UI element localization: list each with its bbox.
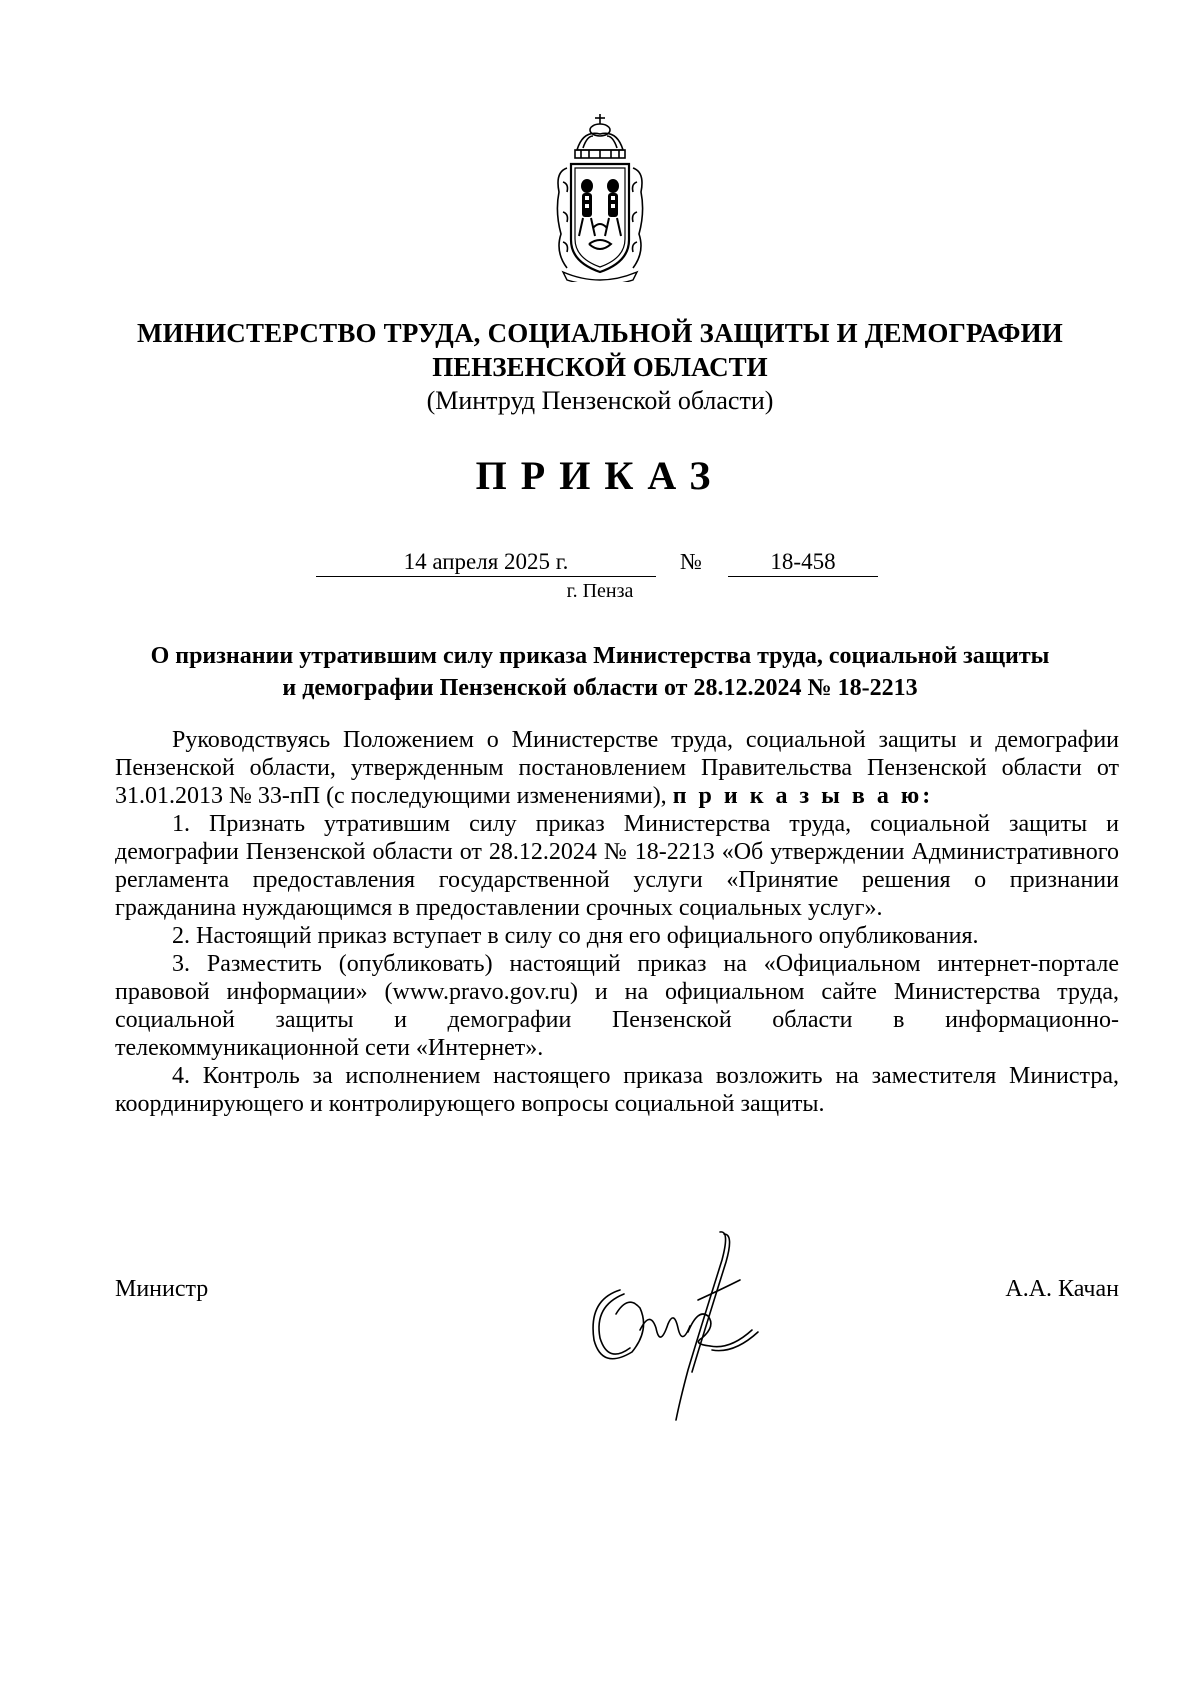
number-sign: № [680,549,702,574]
item-1: 1. Признать утратившим силу приказ Министерства труда, социальной защиты и демографии Пензенской области от 28.12.2024 № 18-2213 «Об утверждении Административного регламента предоставления государственной услуги «Принятие решения о признании гражданина нуждающимся в предоставлении срочных социальных услуг». [115,811,1119,921]
preamble-text: Руководствуясь Положением о Министерстве труда, социальной защиты и демографии Пензенской области, утвержденным постановлением Правительства Пензенской области от 31.01.2013 № 33-пП (с последующими изменениями), [115,727,1119,809]
order-date: 14 апреля 2025 г. [316,548,656,577]
signatory-name: А.А. Качан [1005,1276,1119,1302]
coat-of-arms-icon [553,112,647,282]
document-type-title: ПРИКАЗ [475,453,725,498]
order-number: 18-458 [728,548,878,577]
subject-line2: и демографии Пензенской области от 28.12.2024 № 18-2213 [282,675,918,701]
order-subject [110,640,1090,704]
ministry-name-line2: ПЕНЗЕНСКОЙ ОБЛАСТИ [432,352,768,382]
item-2: 2. Настоящий приказ вступает в силу со дня его официального опубликования. [172,923,979,949]
item-4: 4. Контроль за исполнением настоящего приказа возложить на заместителя Министра, координирующего и контролирующего вопросы социальной защиты. [115,1063,1119,1117]
order-city: г. Пенза [566,580,634,602]
subject-line1: О признании утратившим силу приказа Министерства труда, социальной защиты [150,643,1050,669]
ministry-name-line1: МИНИСТЕРСТВО ТРУДА, СОЦИАЛЬНОЙ ЗАЩИТЫ И ДЕМОГРАФИИ [136,318,1063,348]
item-3: 3. Разместить (опубликовать) настоящий приказ на «Официальном интернет-портале правовой информации» (www.pravo.gov.ru) и на официальном сайте Министерства труда, социальной защиты и демографии Пензенской области в информационно-телекоммуникационной сети «Интернет». [115,951,1119,1061]
signatory-position: Министр [115,1276,209,1302]
handwritten-signature-icon [580,1220,770,1430]
preamble-paragraph [115,726,1119,810]
order-body [115,726,1119,1118]
ministry-short-name: (Минтруд Пензенской области) [426,386,774,415]
command-text: п р и к а з ы в а ю: [672,783,934,809]
